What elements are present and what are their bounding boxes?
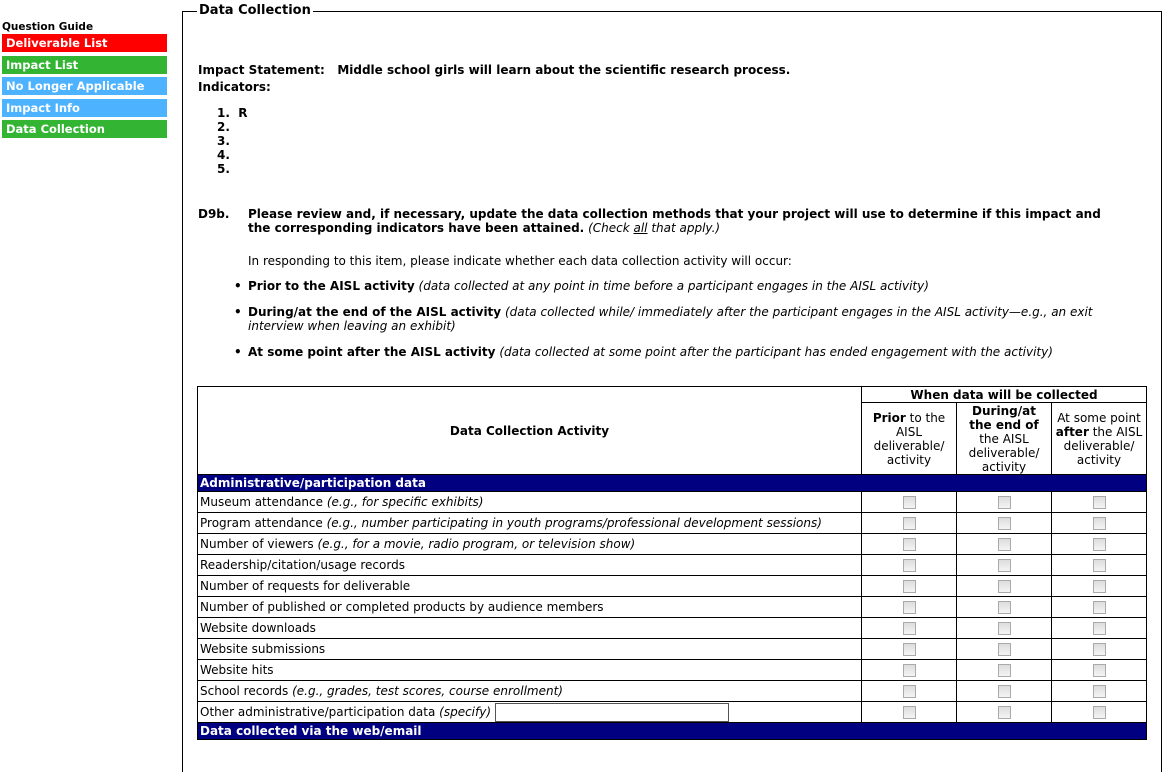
checkbox-during[interactable] — [998, 664, 1011, 677]
checkbox-after[interactable] — [1093, 622, 1106, 635]
table-row — [198, 555, 1147, 576]
bullet-after: • At some point after the AISL activity (data collected at some point after the participant has ended engagement with the activity) — [248, 345, 1108, 359]
checkbox-prior[interactable] — [903, 496, 916, 509]
activity-label: Program attendance (e.g., number participating in youth programs/professional development sessions) — [198, 513, 862, 534]
activity-label: Readership/citation/usage records — [198, 555, 862, 576]
checkbox-after[interactable] — [1093, 517, 1106, 530]
activity-label: Other administrative/participation data (specify) — [198, 702, 862, 723]
data-collection-fieldset — [182, 3, 1162, 772]
question-text: Please review and, if necessary, update the data collection methods that your project will use to determine if this impact and the corresponding indicators have been attained. (Check all that apply.) — [248, 207, 1101, 235]
activity-label: Website hits — [198, 660, 862, 681]
indicator-3: 3. — [217, 134, 230, 148]
checkbox-prior[interactable] — [903, 538, 916, 551]
checkbox-after[interactable] — [1093, 601, 1106, 614]
question-guide — [2, 21, 167, 142]
table-row — [198, 597, 1147, 618]
checkbox-during[interactable] — [998, 706, 1011, 719]
checkbox-after[interactable] — [1093, 706, 1106, 719]
table-row — [198, 681, 1147, 702]
indicator-5: 5. — [217, 162, 230, 176]
nav-impact-info[interactable]: Impact Info — [2, 99, 167, 117]
nav-deliverable-list[interactable]: Deliverable List — [2, 34, 167, 52]
data-collection-table — [197, 386, 1147, 740]
specify-input[interactable] — [495, 703, 729, 722]
checkbox-prior[interactable] — [903, 685, 916, 698]
indicators-label: Indicators: — [198, 80, 271, 94]
checkbox-during[interactable] — [998, 601, 1011, 614]
checkbox-after[interactable] — [1093, 664, 1106, 677]
checkbox-prior[interactable] — [903, 664, 916, 677]
checkbox-after[interactable] — [1093, 580, 1106, 593]
table-row — [198, 660, 1147, 681]
impact-text: Middle school girls will learn about the scientific research process. — [337, 63, 791, 77]
question-number: D9b. — [198, 207, 230, 221]
table-row — [198, 576, 1147, 597]
group-header: Administrative/participation data — [198, 475, 1147, 492]
checkbox-prior[interactable] — [903, 559, 916, 572]
col-activity: Data Collection Activity — [198, 387, 862, 475]
nav-data-collection[interactable]: Data Collection — [2, 120, 167, 138]
checkbox-during[interactable] — [998, 559, 1011, 572]
checkbox-prior[interactable] — [903, 517, 916, 530]
nav-no-longer-applicable[interactable]: No Longer Applicable — [2, 77, 167, 95]
group-header: Data collected via the web/email — [198, 723, 1147, 740]
checkbox-after[interactable] — [1093, 496, 1106, 509]
col-during: During/at the end of the AISL deliverable/ activity — [957, 403, 1052, 475]
indicator-2: 2. — [217, 120, 230, 134]
question-guide-title: Question Guide — [2, 21, 94, 33]
nav-impact-list[interactable]: Impact List — [2, 56, 167, 74]
question-body: Please review and, if necessary, update the data collection methods that your project will use to determine if this impact and the corresponding indicators have been attained. — [248, 207, 1101, 235]
checkbox-after[interactable] — [1093, 559, 1106, 572]
activity-label: Website submissions — [198, 639, 862, 660]
checkbox-during[interactable] — [998, 517, 1011, 530]
checkbox-after[interactable] — [1093, 685, 1106, 698]
respond-instruction: In responding to this item, please indicate whether each data collection activity will occur: — [248, 254, 792, 268]
activity-label: Number of viewers (e.g., for a movie, radio program, or television show) — [198, 534, 862, 555]
checkbox-during[interactable] — [998, 538, 1011, 551]
checkbox-after[interactable] — [1093, 538, 1106, 551]
col-when: When data will be collected — [862, 387, 1147, 403]
checkbox-prior[interactable] — [903, 580, 916, 593]
activity-label: Website downloads — [198, 618, 862, 639]
bullet-prior: • Prior to the AISL activity (data collected at any point in time before a participant engages in the AISL activity) — [248, 279, 1108, 293]
impact-statement — [198, 63, 790, 77]
col-after: At some point after the AISL deliverable/ activity — [1052, 403, 1147, 475]
checkbox-prior[interactable] — [903, 601, 916, 614]
table-row — [198, 534, 1147, 555]
impact-label: Impact Statement: — [198, 63, 325, 77]
checkbox-prior[interactable] — [903, 622, 916, 635]
checkbox-during[interactable] — [998, 622, 1011, 635]
checkbox-prior[interactable] — [903, 643, 916, 656]
table-row — [198, 702, 1147, 723]
checkbox-during[interactable] — [998, 685, 1011, 698]
checkbox-prior[interactable] — [903, 706, 916, 719]
col-prior: Prior to the AISL deliverable/ activity — [862, 403, 957, 475]
activity-label: Number of published or completed products by audience members — [198, 597, 862, 618]
activity-label: Number of requests for deliverable — [198, 576, 862, 597]
activity-label: Museum attendance (e.g., for specific exhibits) — [198, 492, 862, 513]
bullet-during: • During/at the end of the AISL activity (data collected while/ immediately after the participant engages in the AISL activity—e.g., an exit interview when leaving an exhibit) — [248, 305, 1108, 333]
table-row — [198, 492, 1147, 513]
table-row — [198, 513, 1147, 534]
table-row — [198, 639, 1147, 660]
table-row — [198, 618, 1147, 639]
indicator-4: 4. — [217, 148, 230, 162]
fieldset-legend: Data Collection — [199, 3, 311, 18]
checkbox-during[interactable] — [998, 643, 1011, 656]
activity-label: School records (e.g., grades, test scores, course enrollment) — [198, 681, 862, 702]
indicator-1: 1. R — [217, 106, 248, 120]
checkbox-during[interactable] — [998, 580, 1011, 593]
checkbox-after[interactable] — [1093, 643, 1106, 656]
checkbox-during[interactable] — [998, 496, 1011, 509]
